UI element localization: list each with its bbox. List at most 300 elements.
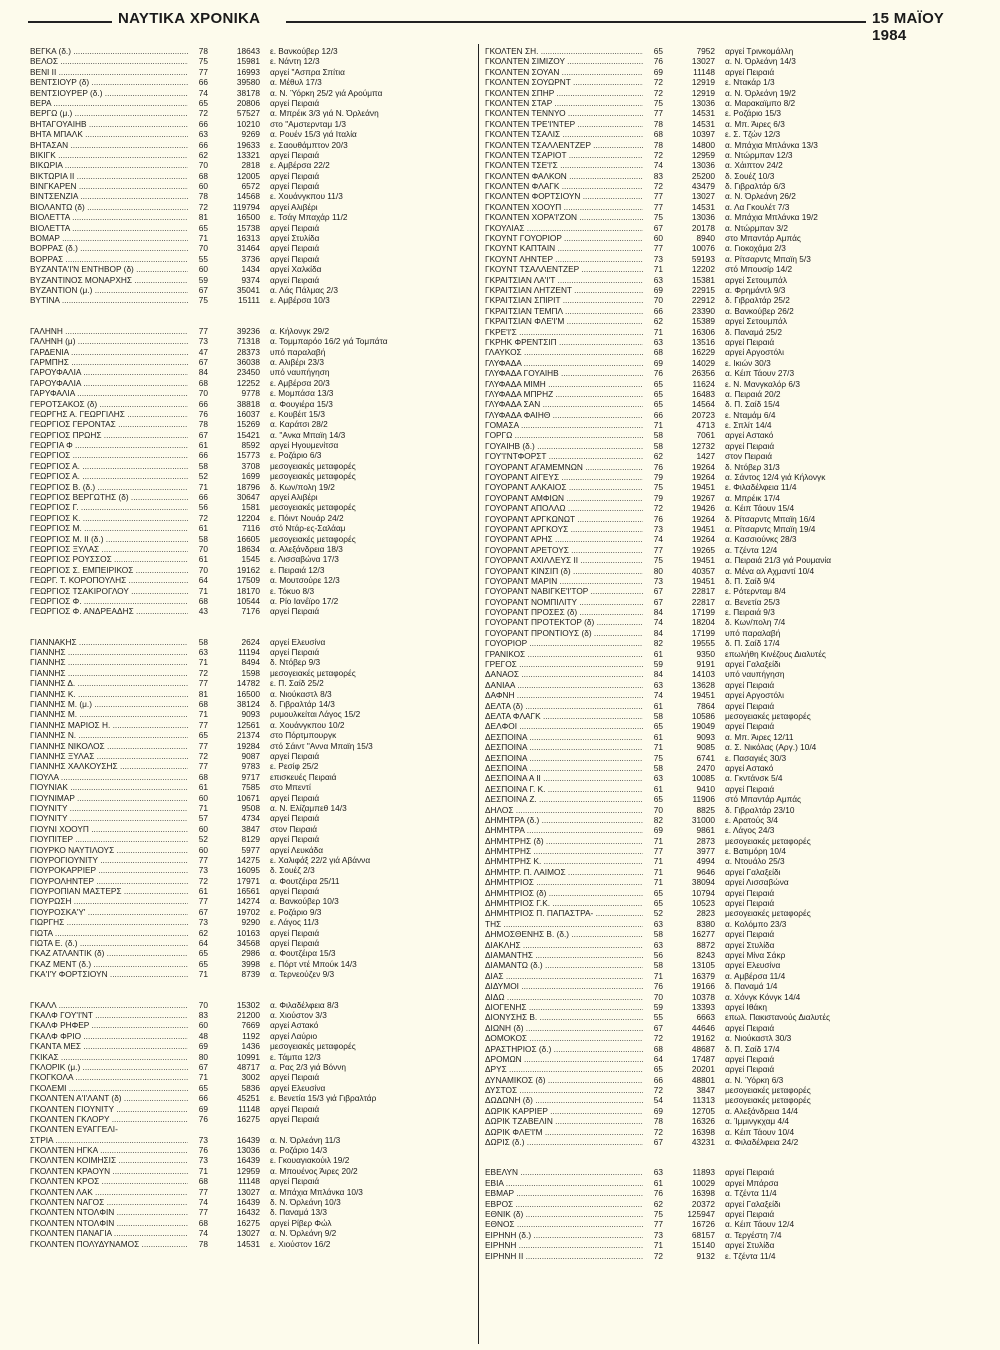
ship-name: ΓΕΩΡΓΙΟΣ ΓΕΡΟΝΤΑΣ .....: [30, 419, 188, 429]
page-header: [28, 10, 978, 44]
location-status: α. Λάς Πάλμας 2/3: [270, 284, 338, 295]
ship-name: ΓΑΡΟΥΦΑΛΙΑ .....: [30, 367, 188, 377]
tonnage: 125947: [687, 1208, 715, 1219]
build-year: 55: [653, 1012, 663, 1023]
location-status: στό Μπουσίρ 14/2: [725, 264, 793, 275]
register-row: [30, 119, 485, 129]
tonnage: 13036: [691, 212, 715, 223]
location-status: α. Τομμπαρόο 16/2 γιά Τομπάτα: [270, 336, 388, 347]
ship-name: ΓΕΩΡΓΙΟΣ Κ. .....: [30, 513, 188, 523]
register-row: [485, 981, 940, 991]
tonnage: 2624: [241, 636, 260, 647]
ship-name: ΓΚΟΛΝΤΕΝ ΤΣΕ'Ι'Σ .....: [485, 160, 643, 170]
register-row: [30, 803, 485, 813]
location-status: α. Σάντος 12/4 γιά Κήλονγκ: [725, 472, 826, 483]
location-status: αργεί "Ασπρα Σπίτια: [270, 66, 345, 77]
location-status: ε. Ροζάριο 6/3: [270, 450, 322, 461]
location-status: α. Χάιπτον 24/2: [725, 160, 783, 171]
ship-name: ΓΚΟΥΛΙΑΣ .....: [485, 223, 643, 233]
header-rule-middle: [286, 21, 871, 23]
register-row: [485, 1240, 940, 1250]
tonnage: 26356: [691, 368, 715, 379]
location-status: αργεί Πειραιά: [725, 721, 775, 732]
build-year: 56: [198, 502, 208, 513]
tonnage: 28373: [236, 346, 260, 357]
build-year: 65: [653, 794, 663, 805]
tonnage: 10586: [691, 711, 715, 721]
tonnage: 14564: [691, 399, 715, 410]
location-status: ε. Αμβέρσα 10/3: [270, 295, 330, 306]
ship-name: ΓΕΩΡΓΙΟΣ .....: [30, 450, 188, 460]
tonnage: 9508: [241, 802, 260, 813]
register-row: [485, 732, 940, 742]
build-year: 73: [653, 253, 663, 264]
register-row: [30, 419, 485, 429]
tonnage: 9132: [696, 1250, 715, 1261]
tonnage: 10544: [236, 595, 260, 606]
register-row: [485, 150, 940, 160]
register-row: [485, 243, 940, 253]
location-status: α. Ν. Ελίζαμπεθ 14/3: [270, 802, 347, 813]
tonnage: 12732: [691, 440, 715, 451]
register-row: [30, 1062, 485, 1072]
location-status: ε. Τάμπα 12/3: [270, 1051, 321, 1062]
build-year: 70: [653, 991, 663, 1002]
tonnage: 3977: [696, 846, 715, 857]
header-rule-left: [28, 21, 118, 23]
build-year: 78: [198, 191, 208, 202]
build-year: 66: [653, 1074, 663, 1085]
location-status: α. Πειραιά 21/3 γιά Ρουμανία: [725, 555, 831, 566]
location-status: αργεί Πειραιά: [270, 938, 320, 949]
location-status: ε. Χιούστον 16/2: [270, 1238, 331, 1249]
ship-name: ΒΙΟΛΑΝΤΩ (δ) .....: [30, 202, 188, 212]
ship-name: ΓΚΟΛΝΤΕΝ ΤΣΑΛΙΣ .....: [485, 129, 643, 139]
build-year: 72: [653, 503, 663, 514]
register-row: [30, 254, 485, 264]
ship-name: ΓΟΥΑΙΗΒ (δ.) .....: [485, 441, 643, 451]
build-year: 74: [198, 1197, 208, 1208]
build-year: 63: [198, 647, 208, 658]
tonnage: 31464: [236, 243, 260, 254]
tonnage: 43231: [691, 1137, 715, 1148]
location-status: δ. Παναμά 13/3: [270, 1207, 327, 1218]
register-row: [485, 306, 940, 316]
ship-name: ΕΙΡΗΝΗ .....: [485, 1240, 643, 1250]
register-row: [30, 160, 485, 170]
location-status: ε. Λάγος 11/3: [270, 917, 319, 928]
location-status: δ. Ντόβερ 9/3: [270, 657, 321, 668]
location-status: αργεί Πειραιά: [725, 679, 775, 690]
tonnage: 4734: [241, 813, 260, 824]
build-year: 68: [653, 347, 663, 358]
build-year: 77: [653, 201, 663, 212]
build-year: 65: [198, 948, 208, 959]
build-year: 76: [653, 56, 663, 67]
location-status: α. Μουτσούρε 12/3: [270, 575, 340, 586]
location-status: α. Γκντάνσκ 5/4: [725, 773, 783, 784]
ship-name: ΓΚΟΛΤΕΝ ΣΗ. .....: [485, 46, 643, 56]
tonnage: 11893: [692, 1167, 715, 1178]
ship-name: ΓΕΩΡΓΙΟΣ Μ. .....: [30, 523, 188, 533]
ship-name: ΓΙΑΝΝΗΣ Μ. (μ.) .....: [30, 699, 188, 709]
register-row: [485, 202, 940, 212]
tonnage: 15981: [236, 56, 260, 67]
ship-name: ΓΕΩΡΓΙΟΣ Α. .....: [30, 461, 188, 471]
build-year: 68: [653, 129, 663, 140]
register-row: [30, 772, 485, 782]
location-status: μεσογειακές μεταφορές: [270, 533, 356, 544]
tonnage: 3002: [241, 1072, 260, 1083]
location-status: αργεί Στυλίδα: [725, 939, 775, 950]
location-status: α. Ν. Όρλεάνη 19/2: [725, 87, 796, 98]
tonnage: 21200: [236, 1009, 260, 1020]
location-status: στο "Αμστερνταμ 1/3: [270, 118, 347, 129]
build-year: 58: [198, 533, 208, 544]
register-row: [485, 545, 940, 555]
build-year: 72: [198, 751, 208, 761]
build-year: 62: [653, 1198, 663, 1209]
register-row: [30, 275, 485, 285]
register-row: [30, 959, 485, 969]
register-row: [485, 534, 940, 544]
tonnage: 43479: [691, 181, 715, 192]
tonnage: 14782: [236, 678, 260, 689]
register-row: [485, 628, 940, 638]
tonnage: 19284: [236, 740, 260, 751]
ship-name: ΕΙΡΗΝΗ (δ.) .....: [485, 1230, 643, 1240]
ship-name: ΓΚΟΥΝΤ ΤΣΑΛΛΕΝΤΖΕΡ .....: [485, 264, 643, 274]
build-year: 65: [653, 721, 663, 732]
build-year: 84: [198, 367, 208, 378]
build-year: 52: [653, 908, 663, 919]
build-year: 61: [653, 648, 663, 659]
location-status: υπό ναυπήγηση: [270, 367, 330, 378]
tonnage: 17199: [691, 607, 715, 618]
register-row: [30, 969, 485, 979]
tonnage: 14029: [691, 357, 715, 368]
register-row: [485, 950, 940, 960]
build-year: 78: [653, 1116, 663, 1127]
register-row: [485, 493, 940, 503]
build-year: 78: [198, 1238, 208, 1249]
ship-name: ΓΚΟΛΝΤΕΝ ΝΤΟΛΦΙΝ .....: [30, 1207, 188, 1217]
build-year: 52: [198, 834, 208, 845]
build-year: 70: [198, 388, 208, 399]
tonnage: 11148: [693, 66, 715, 77]
tonnage: 7669: [241, 1020, 260, 1031]
tonnage: 13027: [236, 1186, 260, 1197]
tonnage: 16037: [236, 408, 260, 419]
register-row: [30, 938, 485, 948]
register-row: [30, 657, 485, 667]
build-year: 69: [653, 357, 663, 368]
ship-name: ΔΩΡΙΚ ΤΖΑΒΕΛΙΝ .....: [485, 1116, 643, 1126]
location-status: αργεί Πειραιά: [270, 149, 320, 160]
tonnage: 9783: [241, 761, 260, 772]
build-year: 67: [653, 1137, 663, 1148]
ship-name: ΓΙΩΤΑ Ε. (δ.) .....: [30, 938, 188, 948]
build-year: 71: [198, 233, 208, 244]
location-status: στο Μπαντάρ Αμπάς: [725, 233, 801, 244]
tonnage: 68157: [691, 1229, 715, 1240]
tonnage: 10378: [691, 991, 715, 1002]
register-row: [485, 1199, 940, 1209]
location-status: α. Μένα αλ Αχμαντί 10/4: [725, 565, 815, 576]
register-row: [30, 1010, 485, 1020]
tonnage: 13027: [236, 1228, 260, 1239]
register-row: [30, 907, 485, 917]
register-row: [30, 824, 485, 834]
tonnage: 13036: [691, 160, 715, 171]
tonnage: 1581: [241, 502, 260, 513]
location-status: α. Ντουάλο 25/3: [725, 856, 785, 867]
ship-name: ΓΟΥΟΡΑΝΤ ΝΟΜΠΙΛΙΤΥ .....: [485, 597, 643, 607]
ship-name: ΓΚΟΛΝΤΕΝ ΚΡΑΟΥΝ .....: [30, 1166, 188, 1176]
tonnage: 3708: [241, 460, 260, 471]
ship-name: ΔΗΜΗΤΡΗΣ .....: [485, 846, 643, 856]
build-year: 63: [653, 336, 663, 347]
tonnage: 48801: [691, 1074, 715, 1085]
build-year: 76: [653, 368, 663, 379]
build-year: 75: [653, 482, 663, 493]
location-status: αργεί Πειραιά: [725, 700, 775, 711]
ship-name: ΓΙΑΝΝΗΣ Δ. .....: [30, 678, 188, 688]
register-row: [485, 1085, 940, 1095]
tonnage: 22817: [691, 596, 715, 607]
tonnage: 4994: [696, 856, 715, 867]
build-year: 68: [198, 377, 208, 388]
register-row: [30, 720, 485, 730]
register-row: [30, 367, 485, 377]
ship-name: ΓΟΥΟΡΑΝΤ ΑΡΗΣ .....: [485, 534, 643, 544]
tonnage: 22912: [691, 295, 715, 306]
location-status: α. Βανκούβερ 26/2: [725, 305, 794, 316]
ship-name: ΓΕΩΡΓΙΟΣ Φ. ΑΝΔΡΕΑΔΗΣ .....: [30, 606, 188, 616]
register-row: [485, 327, 940, 337]
build-year: 69: [653, 284, 663, 295]
location-status: στό Μπαντάρ Αμπάς: [725, 794, 802, 805]
register-row: [30, 565, 485, 575]
ship-name: ΓΚΟΛΝΤΕΝ ΤΣΑΛΛΕΝΤΖΕΡ .....: [485, 140, 643, 150]
tonnage: 44646: [691, 1022, 715, 1033]
build-year: 65: [198, 1082, 208, 1093]
tonnage: 1699: [241, 471, 260, 482]
ship-name: ΓΚΟΛΝΤΕΝ ΠΑΝΑΓΙΑ .....: [30, 1228, 188, 1238]
location-status: α. Κέιπ Τάουν 10/4: [725, 1126, 795, 1137]
ship-name: ΓΚΟΛΝΤΕΝ ΤΣΑΡΙΟΤ .....: [485, 150, 643, 160]
tonnage: 34568: [236, 938, 260, 949]
location-status: ε. Σπλίτ 14/4: [725, 420, 772, 431]
ship-name: ΔΗΛΟΣ .....: [485, 805, 643, 815]
ship-name: ΔΙΑΜΑΝΤΩ (δ.) .....: [485, 960, 643, 970]
register-row: [485, 275, 940, 285]
build-year: 66: [198, 77, 208, 88]
tonnage: 15389: [691, 316, 715, 327]
ship-name: ΒΕΡΑ .....: [30, 98, 188, 108]
build-year: 80: [653, 565, 663, 576]
tonnage: 1427: [696, 451, 715, 462]
register-row: [485, 1075, 940, 1085]
build-year: 72: [198, 201, 208, 212]
ship-name: ΓΛΑΥΚΟΣ .....: [485, 347, 643, 357]
location-status: αργεί Πειραιά: [270, 813, 320, 824]
build-year: 58: [653, 430, 663, 441]
ship-name: ΔΙΑΜΑΝΤΗΣ .....: [485, 950, 643, 960]
location-status: ε. Σ. Τζών 12/3: [725, 129, 781, 140]
ship-name: ΓΚΡΑΙΤΣΙΑΝ ΣΠΙΡΙΤ .....: [485, 295, 643, 305]
register-row: [30, 751, 485, 761]
tonnage: 8825: [696, 804, 715, 815]
ship-name: ΔΙΑΣ .....: [485, 971, 643, 981]
tonnage: 15269: [236, 419, 260, 430]
register-row: [30, 782, 485, 792]
build-year: 65: [653, 399, 663, 410]
ship-name: ΒΕΓΚΑ (δ.) .....: [30, 46, 188, 56]
register-row: [485, 337, 940, 347]
ship-name: ΓΟΥ'Ι'ΝΤΦΟΡΣΤ .....: [485, 451, 643, 461]
location-status: αργεί Αλιβέρι: [270, 492, 318, 503]
location-status: α. Μπ. Άιρες 6/3: [725, 118, 785, 129]
register-row: [485, 1219, 940, 1229]
register-row: [485, 233, 940, 243]
build-year: 68: [198, 771, 208, 782]
ship-name: ΓΕΩΡΓΙΟΣ ΡΟΥΣΣΟΣ .....: [30, 554, 188, 564]
location-status: στο Πόρτμπουργκ: [270, 730, 337, 741]
register-row: [485, 649, 940, 659]
tonnage: 22817: [691, 586, 715, 597]
location-status: α. Αμβέρσα 11/4: [725, 970, 786, 981]
register-row: [485, 1178, 940, 1188]
register-row: [30, 347, 485, 357]
location-status: α. Φουτζέιρα 25/11: [270, 875, 340, 886]
register-row: [30, 1000, 485, 1010]
register-row: [30, 430, 485, 440]
tonnage: 19451: [691, 523, 715, 534]
register-row: [30, 1239, 485, 1249]
ship-name: ΔΗΜΗΤΡΑ (δ.) .....: [485, 815, 643, 825]
location-status: δ. Π. Σαίδ 15/4: [725, 399, 780, 410]
ship-name: ΔΗΜΗΤΡΙΟΣ Π. ΠΑΠΑΣΤΡΑ- .....: [485, 908, 643, 918]
location-status: ε. Γκουαγιακούιλ 19/2: [270, 1155, 350, 1166]
build-year: 71: [198, 709, 208, 720]
register-row: [30, 502, 485, 512]
ship-name: ΓΚΟΛΝΤΕΝ ΓΚΛΟΡΥ .....: [30, 1114, 188, 1124]
ship-name: ΔΕΣΠΟΙΝΑ .....: [485, 742, 643, 752]
build-year: 71: [198, 1072, 208, 1083]
ship-name: ΔΡΟΜΩΝ .....: [485, 1054, 643, 1064]
tonnage: 13105: [691, 960, 715, 971]
location-status: α. Φουτζέιρα 15/3: [270, 948, 336, 959]
register-row: [485, 555, 940, 565]
tonnage: 12919: [691, 77, 715, 88]
tonnage: 19555: [691, 638, 715, 649]
ship-name: ΓΚΟΛΝΤΕΝ ΣΟΥΩΡΝΤ .....: [485, 77, 643, 87]
build-year: 66: [198, 139, 208, 150]
build-year: 71: [653, 970, 663, 981]
register-group: [30, 326, 485, 617]
ship-name: ΓΚΡΕ'Ι'Σ .....: [485, 327, 643, 337]
tonnage: 13036: [236, 1145, 260, 1156]
register-row: [485, 171, 940, 181]
location-status: α. Ρίτσαρντς Μπαϊη 5/3: [725, 253, 811, 264]
register-group: [30, 1000, 485, 1249]
ship-name: ΓΚΟΛΝΤΕΝ ΝΤΟΛΦΙΝ .....: [30, 1218, 188, 1228]
register-row: [485, 690, 940, 700]
build-year: 72: [653, 1250, 663, 1261]
register-row: [485, 763, 940, 773]
build-year: 61: [653, 1177, 663, 1188]
ship-name: ΓΟΥΟΡΑΝΤ ΑΠΟΛΛΩ .....: [485, 503, 643, 513]
ship-name: ΓΑΡΟΥΦΑΛΙΑ .....: [30, 378, 188, 388]
register-row: [30, 482, 485, 492]
build-year: 78: [653, 139, 663, 150]
location-status: στό Σάιντ "Αννα Μπαϊη 15/3: [270, 740, 373, 751]
ship-name: ΔΕΣΠΟΙΝΑ Γ. Κ. .....: [485, 784, 643, 794]
register-row: [30, 88, 485, 98]
ship-name: ΒΙΚΤΩΡΙΑ ΙΙ .....: [30, 171, 188, 181]
build-year: 66: [198, 118, 208, 129]
build-year: 81: [198, 212, 208, 223]
location-status: α. Φιλαδέλφεια 8/3: [270, 999, 339, 1010]
register-row: [485, 877, 940, 887]
tonnage: 13321: [236, 149, 260, 160]
register-row: [485, 410, 940, 420]
location-status: στό Ντάρ-ες-Σαλάαμ: [270, 523, 346, 534]
register-row: [485, 389, 940, 399]
register-row: [485, 576, 940, 586]
ship-name: ΒΕΝΤΣΙΟΥΡ (δ) .....: [30, 77, 188, 87]
tonnage: 12959: [691, 149, 715, 160]
build-year: 57: [198, 813, 208, 824]
build-year: 77: [653, 544, 663, 555]
location-status: αργεί Γαλαξείδι: [725, 866, 781, 877]
build-year: 55: [198, 253, 208, 264]
build-year: 78: [653, 118, 663, 129]
tonnage: 38124: [236, 699, 260, 710]
location-status: αργεί Ρίβερ Φώλ: [270, 1217, 332, 1228]
build-year: 72: [198, 108, 208, 119]
tonnage: 16277: [691, 929, 715, 940]
register-row: [485, 929, 940, 939]
tonnage: 19162: [691, 1033, 715, 1044]
location-status: α. Τεργέστη 7/4: [725, 1229, 782, 1240]
register-row: [485, 1167, 940, 1177]
register-row: [30, 1176, 485, 1186]
register-row: [30, 928, 485, 938]
location-status: αργεί Πειραιά: [270, 1176, 320, 1187]
tonnage: 11624: [692, 378, 715, 389]
location-status: αργεί Πειραιά: [725, 1053, 775, 1064]
location-status: αργεί Αλιβέρι: [270, 201, 318, 212]
tonnage: 45251: [236, 1093, 260, 1104]
tonnage: 20178: [691, 222, 715, 233]
register-group: [485, 1167, 940, 1261]
ship-name: ΔΑΦΝΗ .....: [485, 690, 643, 700]
location-status: μεσογειακές μεταφορές: [725, 1095, 811, 1106]
location-status: αργεί Πειραιά: [725, 66, 775, 77]
build-year: 83: [198, 1009, 208, 1020]
tonnage: 38094: [691, 877, 715, 888]
tonnage: 2823: [696, 908, 715, 919]
tonnage: 10085: [691, 773, 715, 784]
build-year: 75: [653, 212, 663, 223]
tonnage: 11148: [238, 1176, 260, 1187]
ship-name: ΒΗΤΑΣΑΝ .....: [30, 140, 188, 150]
register-row: [30, 357, 485, 367]
location-status: αργεί Αργοστόλι: [725, 690, 784, 701]
build-year: 72: [198, 512, 208, 523]
